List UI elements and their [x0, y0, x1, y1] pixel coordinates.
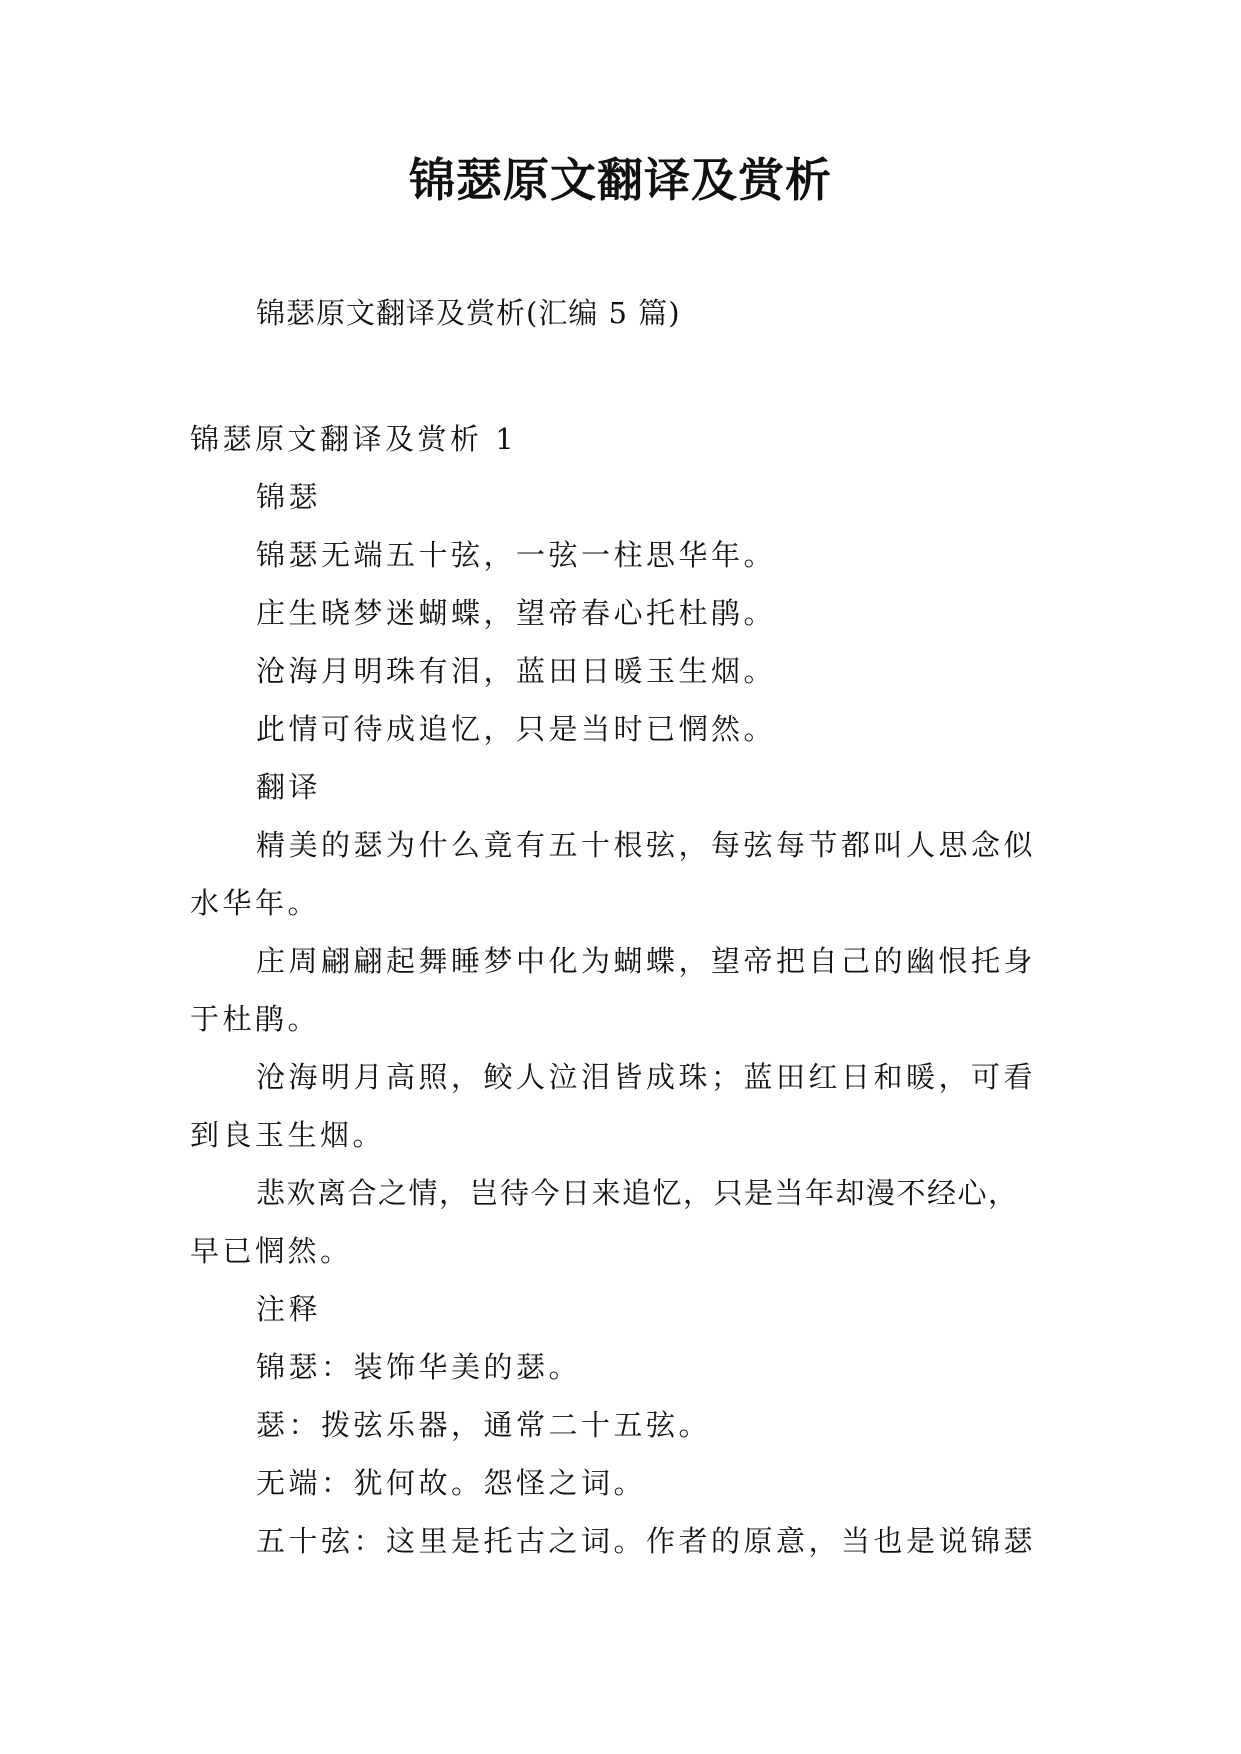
translation-line: 到良玉生烟。 [190, 1118, 386, 1152]
document-title: 锦瑟原文翻译及赏析 [409, 153, 832, 207]
document-body [190, 410, 1050, 1570]
poem-line: 庄生晓梦迷蝴蝶，望帝春心托杜鹃。 [256, 596, 777, 630]
note-line: 五十弦：这里是托古之词。作者的原意，当也是说锦瑟 [256, 1524, 1037, 1558]
section-heading: 锦瑟原文翻译及赏析 1 [190, 422, 518, 456]
note-line: 瑟：拨弦乐器，通常二十五弦。 [256, 1408, 712, 1442]
translation-heading: 翻译 [256, 770, 322, 804]
translation-line: 于杜鹃。 [190, 1002, 321, 1036]
document-subtitle: 锦瑟原文翻译及赏析(汇编 5 篇) [256, 296, 681, 330]
translation-line: 庄周翩翩起舞睡梦中化为蝴蝶，望帝把自己的幽恨托身 [256, 944, 1037, 978]
poem-line: 锦瑟无端五十弦，一弦一柱思华年。 [256, 538, 777, 572]
translation-line: 早已惘然。 [190, 1234, 353, 1268]
translation-line: 水华年。 [190, 886, 321, 920]
translation-line: 精美的瑟为什么竟有五十根弦，每弦每节都叫人思念似 [256, 828, 1037, 862]
notes-heading: 注释 [256, 1292, 322, 1326]
poem-line: 沧海月明珠有泪，蓝田日暖玉生烟。 [256, 654, 777, 688]
translation-line: 悲欢离合之情，岂待今日来追忆，只是当年却漫不经心， [256, 1176, 1019, 1210]
translation-line: 沧海明月高照，鲛人泣泪皆成珠；蓝田红日和暖，可看 [256, 1060, 1037, 1094]
poem-line: 此情可待成追忆，只是当时已惘然。 [256, 712, 777, 746]
poem-title: 锦瑟 [256, 480, 322, 514]
note-line: 无端：犹何故。怨怪之词。 [256, 1466, 647, 1500]
note-line: 锦瑟：装饰华美的瑟。 [256, 1350, 582, 1384]
